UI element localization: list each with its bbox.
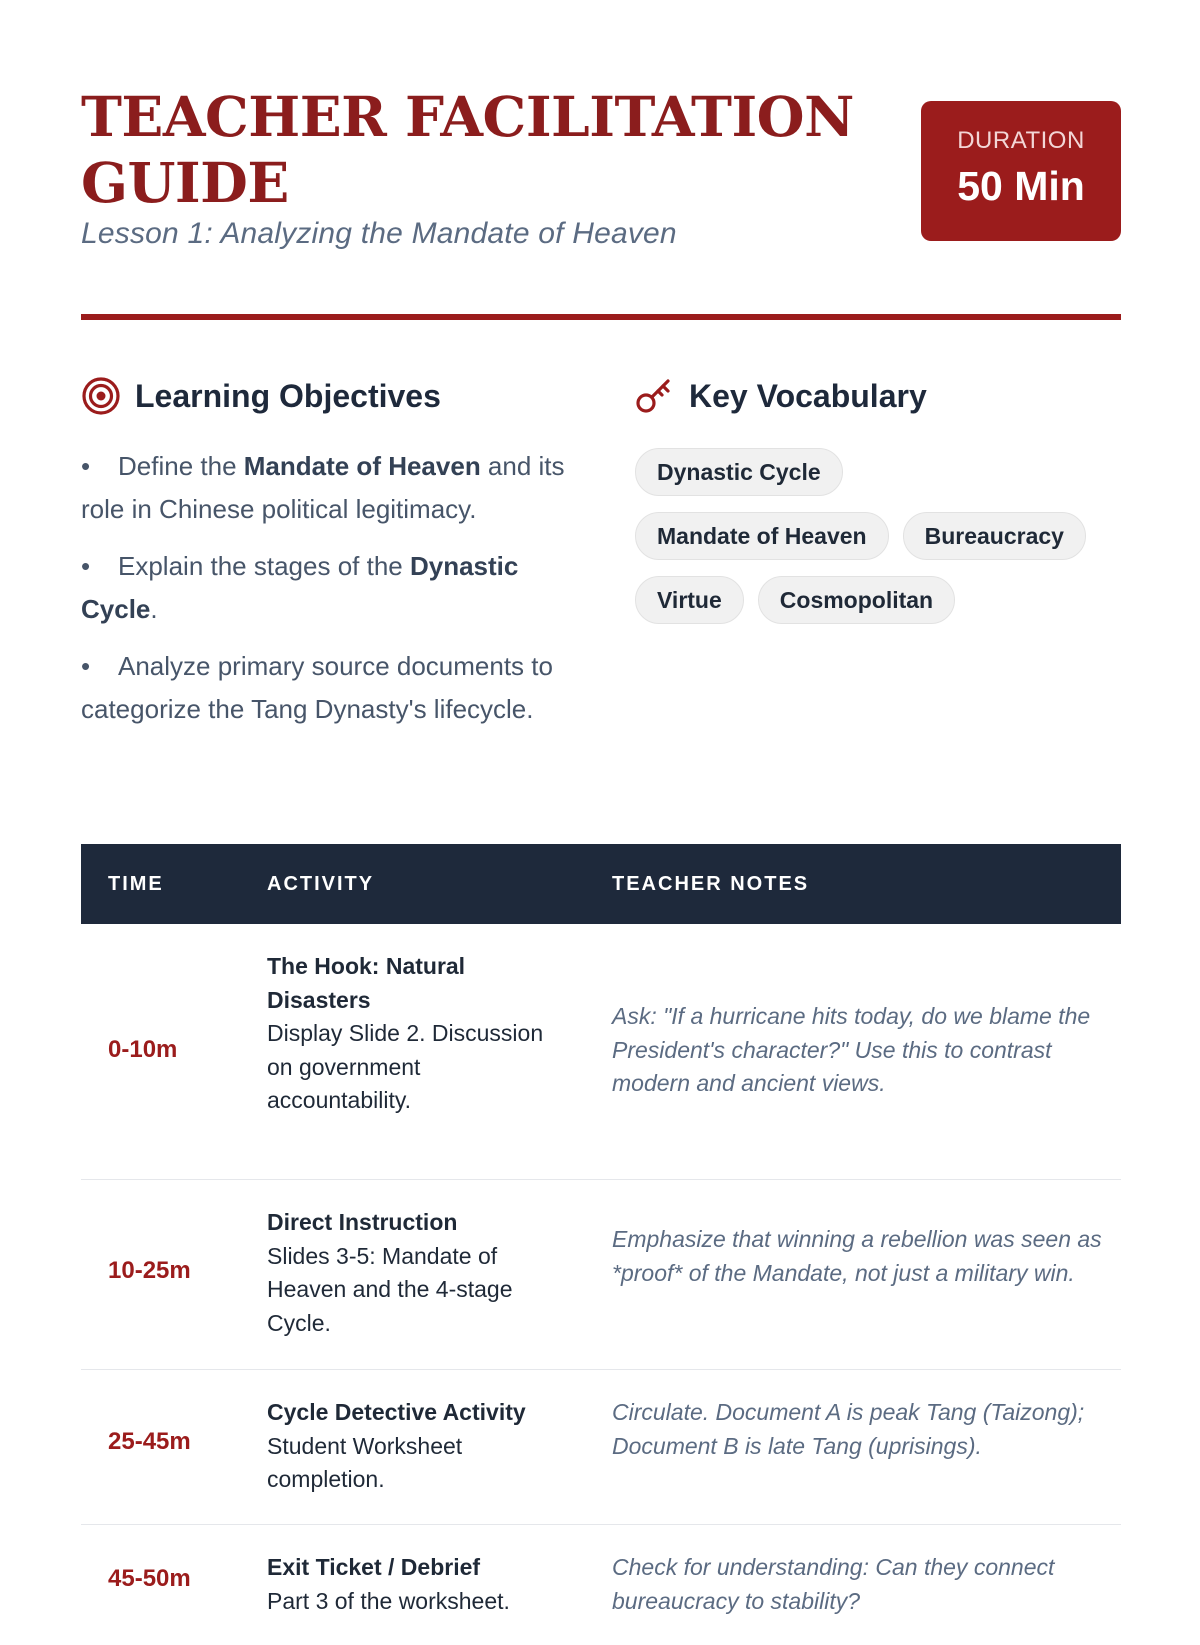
header — [81, 84, 1121, 264]
vocab-chip: Dynastic Cycle — [635, 448, 843, 496]
vocab-chip: Cosmopolitan — [758, 576, 955, 624]
lesson-schedule-table — [81, 844, 1121, 1645]
activity-title: Exit Ticket / Debrief — [267, 1554, 481, 1580]
activity-title: The Hook: Natural Disasters — [267, 953, 466, 1013]
table-header — [81, 844, 1121, 924]
vocab-chip: Virtue — [635, 576, 744, 624]
duration-value: 50 Min — [957, 163, 1085, 209]
activity-description: Display Slide 2. Discussion on government accountability. — [267, 1020, 544, 1113]
objective-item: • Define the Mandate of Heaven and its role in Chinese political legitimacy. — [81, 445, 576, 531]
activity-description: Student Worksheet completion. — [267, 1432, 463, 1492]
row-time: 25-45m — [108, 1428, 191, 1455]
learning-objectives-heading — [81, 376, 441, 416]
duration-label: DURATION — [957, 127, 1085, 154]
row-time: 0-10m — [108, 1036, 178, 1063]
objectives-list — [81, 445, 576, 745]
row-notes: Ask: "If a hurricane hits today, do we blame the President's character?" Use this to contrast modern and ancient views. — [612, 1003, 1091, 1096]
objective-item: • Analyze primary source documents to categorize the Tang Dynasty's lifecycle. — [81, 645, 576, 731]
row-activity — [267, 1396, 567, 1497]
row-notes: Circulate. Document A is peak Tang (Taizong); Document B is late Tang (uprisings). — [612, 1399, 1085, 1459]
table-row — [81, 1180, 1121, 1370]
row-time: 10-25m — [108, 1257, 191, 1284]
row-notes: Emphasize that winning a rebellion was seen as *proof* of the Mandate, not just a military win. — [612, 1226, 1102, 1286]
vocabulary-chips — [635, 448, 1115, 640]
table-row — [81, 924, 1121, 1180]
header-teacher-notes: TEACHER NOTES — [612, 873, 810, 895]
duration-badge — [921, 101, 1121, 241]
activity-description: Slides 3-5: Mandate of Heaven and the 4-stage Cycle. — [267, 1242, 513, 1336]
table-row — [81, 1370, 1121, 1525]
bullet-icon: • — [81, 451, 91, 481]
vocab-chip: Bureaucracy — [903, 512, 1086, 560]
row-time: 45-50m — [108, 1565, 191, 1592]
row-activity — [267, 1551, 567, 1618]
row-activity — [267, 1206, 567, 1340]
key-vocabulary-heading — [635, 376, 927, 416]
key-vocabulary-title: Key Vocabulary — [689, 377, 927, 414]
objective-item: • Explain the stages of the Dynastic Cycle. — [81, 545, 576, 631]
bullet-icon: • — [81, 551, 91, 581]
table-row — [81, 1525, 1121, 1645]
vocab-chip: Mandate of Heaven — [635, 512, 889, 560]
page-title: TEACHER FACILITATION GUIDE — [81, 84, 854, 215]
activity-title: Cycle Detective Activity — [267, 1399, 526, 1425]
activity-title: Direct Instruction — [267, 1209, 458, 1235]
learning-objectives-title: Learning Objectives — [135, 377, 441, 414]
key-icon — [635, 376, 675, 416]
header-time: TIME — [108, 873, 164, 895]
header-activity: ACTIVITY — [267, 873, 375, 895]
target-icon — [81, 376, 121, 416]
header-divider — [81, 314, 1121, 320]
row-activity — [267, 950, 567, 1118]
activity-description: Part 3 of the worksheet. — [267, 1587, 510, 1614]
bullet-icon: • — [81, 651, 91, 681]
lesson-subtitle: Lesson 1: Analyzing the Mandate of Heaven — [81, 217, 677, 250]
row-notes: Check for understanding: Can they connect bureaucracy to stability? — [612, 1554, 1055, 1614]
